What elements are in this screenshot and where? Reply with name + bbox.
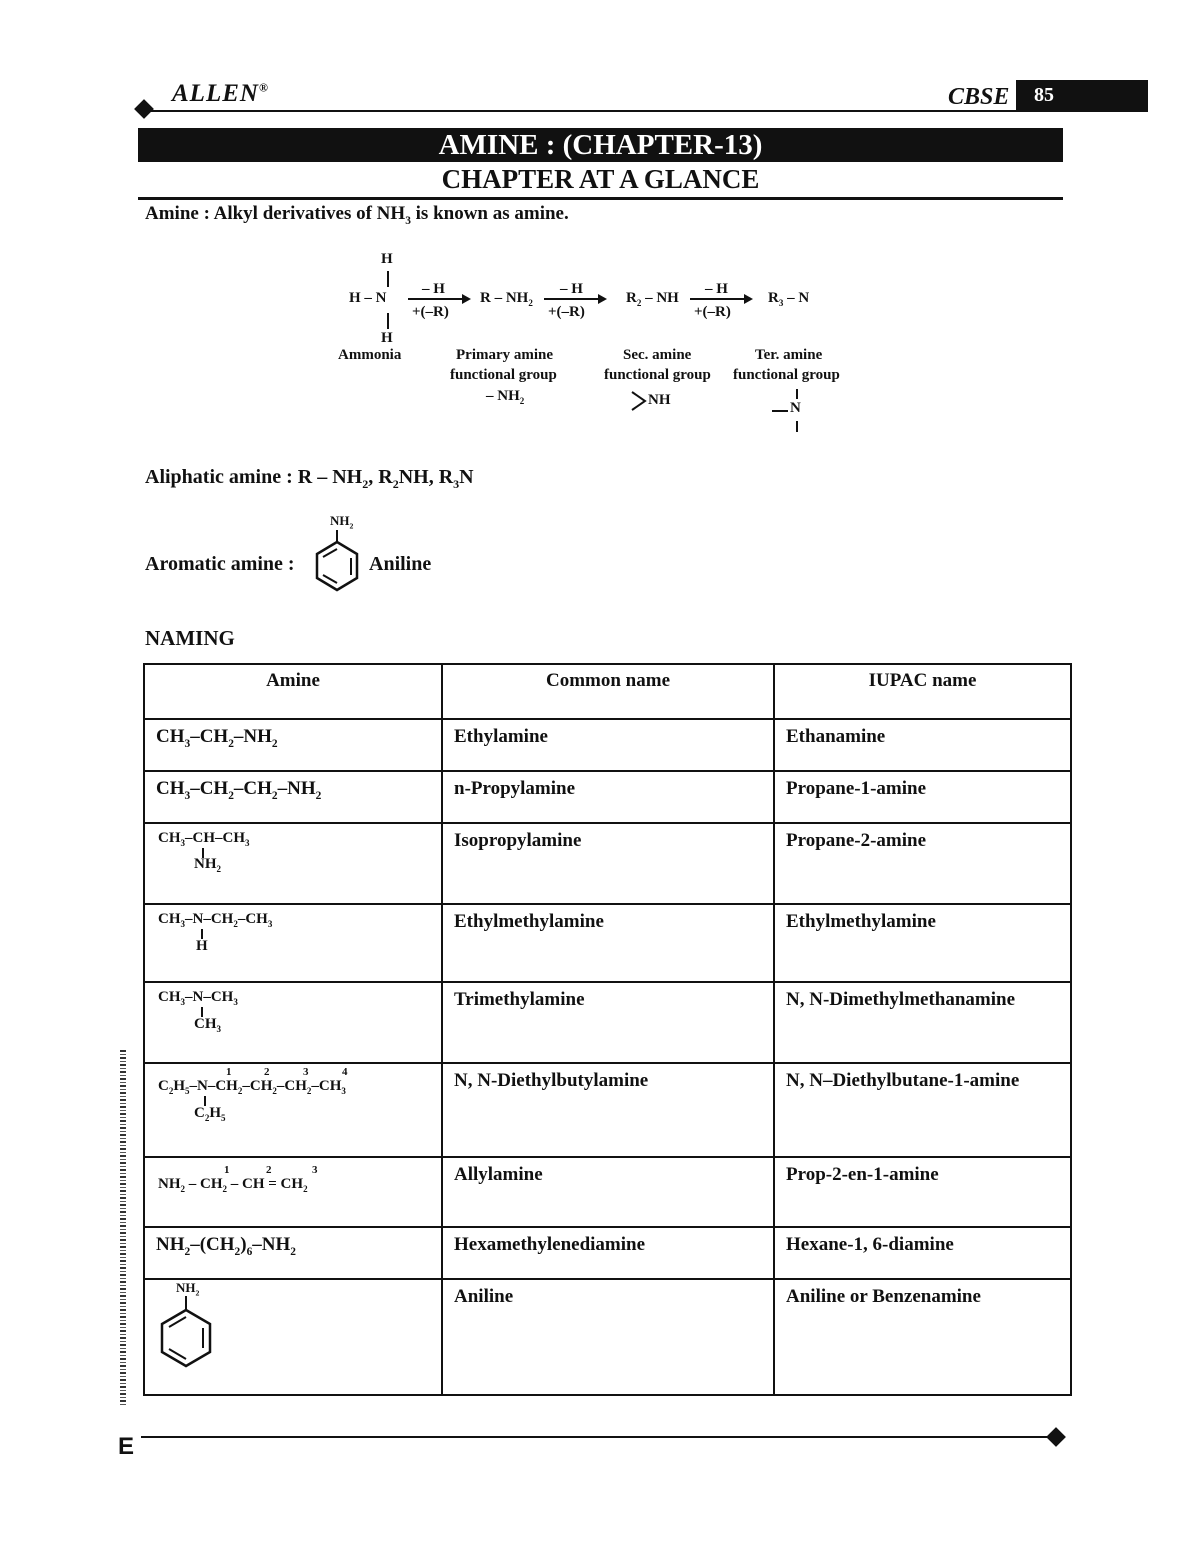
ammonia-h-bottom: H bbox=[381, 330, 393, 346]
table-row bbox=[144, 823, 1071, 904]
arrow1-top-label: – H bbox=[422, 281, 445, 297]
iupac-name-cell: Prop-2-en-1-amine bbox=[774, 1157, 1071, 1227]
naming-table bbox=[143, 663, 1072, 1396]
bond-top bbox=[387, 271, 389, 287]
tertiary-bond-top bbox=[796, 389, 798, 399]
tertiary-bond-bottom bbox=[796, 421, 798, 432]
table-row bbox=[144, 1063, 1071, 1157]
amine-structure: $NH_2$ bbox=[144, 1279, 442, 1395]
ammonia-label: Ammonia bbox=[338, 347, 402, 363]
naming-heading: NAMING bbox=[145, 626, 235, 650]
common-name-cell: Trimethylamine bbox=[442, 982, 774, 1063]
footer-letter: E bbox=[118, 1433, 135, 1460]
arrow1-bottom-label: +(–R) bbox=[412, 304, 449, 320]
arrow1-head bbox=[462, 294, 471, 304]
secondary-label-3: NH bbox=[648, 392, 671, 408]
bond-bottom bbox=[387, 313, 389, 329]
amine-structure: $CH_3-CH-CH_3$ $NH_2$ bbox=[144, 823, 442, 904]
chapter-title: AMINE : (CHAPTER-13) bbox=[138, 128, 1063, 162]
arrow2-top-label: – H bbox=[560, 281, 583, 297]
iupac-name-cell: Propane-2-amine bbox=[774, 823, 1071, 904]
table-row bbox=[144, 771, 1071, 823]
side-print-strip bbox=[120, 1050, 126, 1405]
footer-diamond-mark bbox=[1046, 1427, 1066, 1447]
primary-label-2: functional group bbox=[450, 367, 557, 383]
common-name-cell: Aniline bbox=[442, 1279, 774, 1395]
iupac-name-cell: N, N–Diethylbutane-1-amine bbox=[774, 1063, 1071, 1157]
header-diamond-mark bbox=[134, 99, 154, 119]
iupac-name-cell: Hexane-1, 6-diamine bbox=[774, 1227, 1071, 1279]
table-row bbox=[144, 904, 1071, 982]
primary-label-1: Primary amine bbox=[456, 347, 554, 363]
common-name-cell: Ethylmethylamine bbox=[442, 904, 774, 982]
arrow2-head bbox=[598, 294, 607, 304]
arrow1-line bbox=[408, 298, 464, 300]
aromatic-amine-label: Aromatic amine : bbox=[145, 553, 295, 575]
table-row bbox=[144, 1279, 1071, 1395]
aliphatic-amine-line: Aliphatic amine : R – $NH_2$, $R_2NH$, $R_3N$ bbox=[145, 466, 474, 491]
arrow3-bottom-label: +(–R) bbox=[694, 304, 731, 320]
header-amine: Amine bbox=[144, 664, 442, 719]
amine-structure: $CH_3-CH_2-NH_2$ bbox=[144, 719, 442, 771]
iupac-name-cell: Ethylmethylamine bbox=[774, 904, 1071, 982]
header-iupac-name: IUPAC name bbox=[774, 664, 1071, 719]
arrow2-line bbox=[544, 298, 600, 300]
chapter-subtitle: CHAPTER AT A GLANCE bbox=[441, 164, 760, 194]
ammonia-formula: H – N bbox=[349, 290, 387, 306]
arrow3-top-label: – H bbox=[705, 281, 728, 297]
ammonia-h-top: H bbox=[381, 251, 393, 267]
aniline-ring-icon bbox=[158, 1294, 218, 1376]
arrow3-head bbox=[744, 294, 753, 304]
subtitle-rule bbox=[138, 197, 1063, 200]
secondary-amine-formula: $R_2$ – NH bbox=[626, 290, 679, 308]
amine-structure: $CH_3-N-CH_2-CH_3$ H bbox=[144, 904, 442, 982]
secondary-label-2: functional group bbox=[604, 367, 711, 383]
common-name-cell: Allylamine bbox=[442, 1157, 774, 1227]
amine-structure: $CH_3-CH_2-CH_2-NH_2$ bbox=[144, 771, 442, 823]
secondary-label-1: Sec. amine bbox=[623, 347, 692, 363]
primary-label-3: – $NH_2$ bbox=[486, 388, 525, 406]
tertiary-bond-left bbox=[772, 410, 788, 412]
common-name-cell: Hexamethylenediamine bbox=[442, 1227, 774, 1279]
table-header-row bbox=[144, 664, 1071, 719]
amine-structure: $CH_3-N-CH_3$ $CH_3$ bbox=[144, 982, 442, 1063]
tertiary-label-3: N bbox=[790, 400, 801, 416]
footer-rule bbox=[141, 1436, 1056, 1438]
primary-amine-formula: R – $NH_2$ bbox=[480, 290, 533, 308]
amine-structure: 1 2 3 $NH_2 - CH_2$ – CH = $CH_2$ bbox=[144, 1157, 442, 1227]
header-common-name: Common name bbox=[442, 664, 774, 719]
secondary-bond-icon bbox=[630, 390, 648, 412]
tertiary-label-1: Ter. amine bbox=[755, 347, 823, 363]
aniline-name: Aniline bbox=[369, 553, 432, 575]
iupac-name-cell: Propane-1-amine bbox=[774, 771, 1071, 823]
common-name-cell: N, N-Diethylbutylamine bbox=[442, 1063, 774, 1157]
iupac-name-cell: N, N-Dimethylmethanamine bbox=[774, 982, 1071, 1063]
page-number: 85 bbox=[1016, 80, 1148, 112]
common-name-cell: Ethylamine bbox=[442, 719, 774, 771]
arrow3-line bbox=[690, 298, 746, 300]
iupac-name-cell: Ethanamine bbox=[774, 719, 1071, 771]
iupac-name-cell: Aniline or Benzenamine bbox=[774, 1279, 1071, 1395]
amine-structure: $NH_2-(CH_2)_6-NH_2$ bbox=[144, 1227, 442, 1279]
board-label: CBSE bbox=[948, 84, 1010, 110]
amine-structure: 1 2 3 4 $C_2H_5-N-CH_2-CH_2-CH_2-CH_3$ $C_2H_5$ bbox=[144, 1063, 442, 1157]
tertiary-amine-formula: $R_3$ – N bbox=[768, 290, 810, 308]
brand-logo: ALLEN® bbox=[172, 80, 269, 107]
table-row bbox=[144, 1157, 1071, 1227]
table-row bbox=[144, 982, 1071, 1063]
amine-definition: Amine : Alkyl derivatives of $NH_3$ is known as amine. bbox=[145, 203, 569, 227]
tertiary-label-2: functional group bbox=[733, 367, 840, 383]
table-row bbox=[144, 719, 1071, 771]
arrow2-bottom-label: +(–R) bbox=[548, 304, 585, 320]
table-row bbox=[144, 1227, 1071, 1279]
aniline-nh2-label: $NH_2$ bbox=[330, 513, 354, 531]
common-name-cell: n-Propylamine bbox=[442, 771, 774, 823]
common-name-cell: Isopropylamine bbox=[442, 823, 774, 904]
benzene-ring-icon bbox=[313, 528, 361, 600]
